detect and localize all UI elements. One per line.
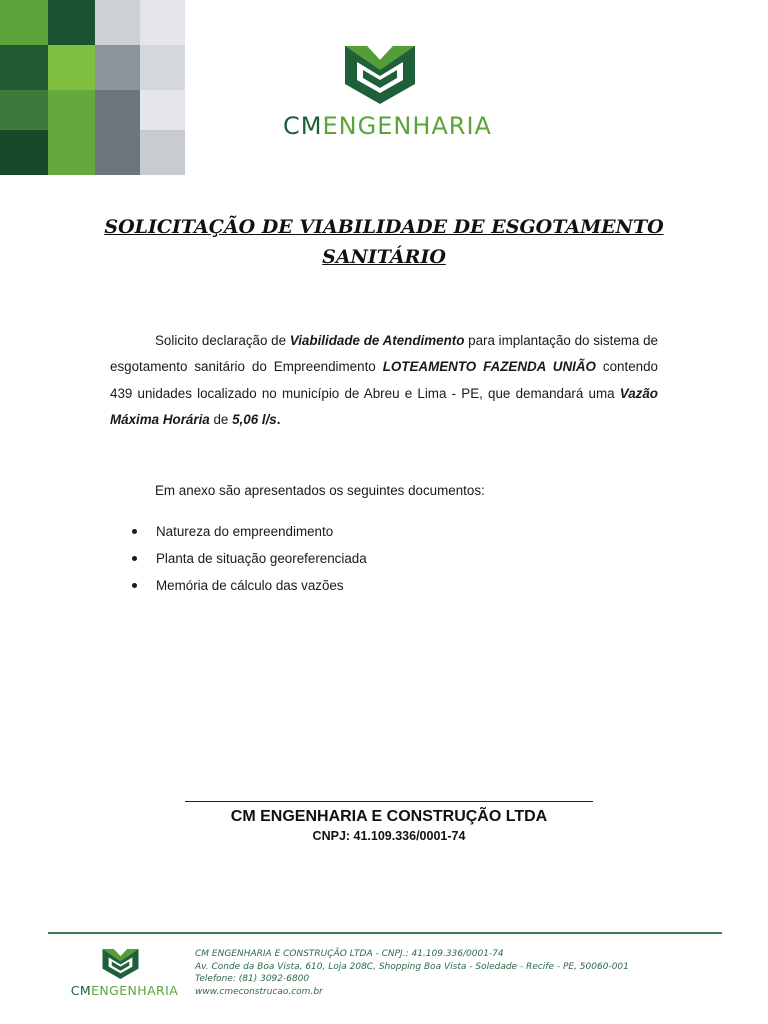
bullet-icon bbox=[132, 583, 137, 588]
list-item: Natureza do empreendimento bbox=[130, 518, 367, 545]
footer-contact-info bbox=[195, 948, 715, 998]
footer-phone-line: Telefone: (81) 3092-6800 bbox=[195, 974, 310, 984]
footer-logo-wordmark: CMENGENHARIA bbox=[70, 983, 179, 998]
documents-list bbox=[130, 518, 367, 599]
footer-logo bbox=[62, 946, 187, 1002]
emphasis-flow-value: 5,06 l/s bbox=[232, 412, 277, 428]
signature-line bbox=[185, 801, 593, 802]
footer-address-line: Av. Conde da Boa Vista, 610, Loja 208C, Shopping Boa Vista - Soledade - Recife - PE, 50060-001 bbox=[195, 961, 629, 972]
document-title bbox=[100, 212, 668, 272]
company-logo bbox=[270, 40, 505, 140]
emphasis-viabilidade: Viabilidade de Atendimento bbox=[289, 333, 465, 348]
bullet-icon bbox=[132, 529, 137, 534]
logo-mark-icon bbox=[345, 40, 415, 106]
footer-divider bbox=[48, 932, 722, 934]
emphasis-project-name: LOTEAMENTO FAZENDA UNIÃO bbox=[382, 359, 596, 375]
title-line-2: SANITÁRIO bbox=[322, 246, 446, 268]
footer-company-line: CM ENGENHARIA E CONSTRUÇÃO LTDA - CNPJ.: 41.109.336/0001-74 bbox=[195, 949, 504, 959]
list-item: Planta de situação georeferenciada bbox=[130, 545, 367, 572]
annex-intro: Em anexo são apresentados os seguintes documentos: bbox=[155, 483, 485, 498]
title-line-1: SOLICITAÇÃO DE VIABILIDADE DE ESGOTAMENTO bbox=[104, 216, 664, 238]
list-item: Memória de cálculo das vazões bbox=[130, 572, 367, 599]
signature-company: CM ENGENHARIA E CONSTRUÇÃO LTDA bbox=[230, 808, 548, 825]
header-decoration-graphic bbox=[0, 0, 190, 175]
footer-logo-mark-icon bbox=[102, 946, 139, 980]
logo-wordmark: CMENGENHARIA bbox=[283, 112, 492, 140]
request-paragraph: Solicito declaração de Viabilidade de Atendimento para implantação do sistema de esgotamento sanitário do Empreendimento LOTEAMENTO FAZENDA UNIÃO contendo 439 unidades localizado no município de Abreu e Lima - PE, que demandará uma Vazão Máxima Horária de 5,06 l/s. bbox=[110, 333, 658, 428]
emphasis-flow-label: Vazão Máxima Horária bbox=[110, 385, 658, 428]
footer-website-link[interactable]: www.cmeconstrucao.com.br bbox=[195, 986, 323, 997]
bullet-icon bbox=[132, 556, 137, 561]
signature-cnpj: CNPJ: 41.109.336/0001-74 bbox=[312, 829, 466, 843]
